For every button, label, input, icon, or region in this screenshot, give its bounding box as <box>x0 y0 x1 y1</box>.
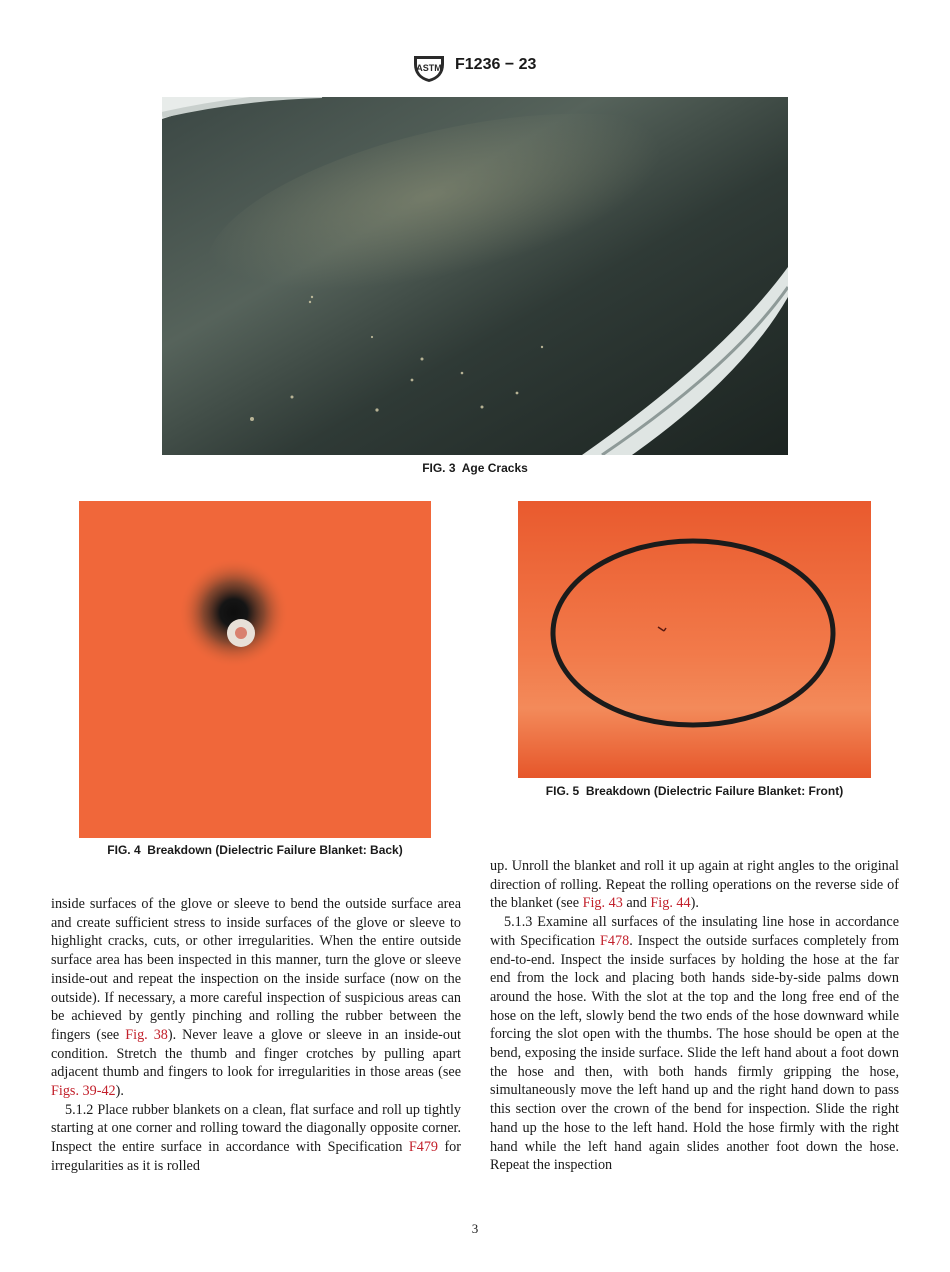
fig4-photo <box>79 501 431 838</box>
fig38-link[interactable]: Fig. 38 <box>125 1026 168 1043</box>
f478-link[interactable]: F478 <box>600 932 630 949</box>
fig5-caption: FIG. 5 Breakdown (Dielectric Failure Blanket: Front) <box>545 784 844 798</box>
page-header <box>0 50 950 86</box>
figs39-42-link[interactable]: Figs. 39-42 <box>51 1083 116 1100</box>
paragraph-5-1-3: 5.1.3 Examine all surfaces of the insulating line hose in accordance with Specification F478. Inspect the outside surfaces completely from end-to-end. Inspect the inside surfaces by holding the hose at the far end from the lock and placing both hands side-by-side palms down around the hose. With the slot at the top and the long free end of the hose on the left, slowly bend the two ends of the hose downward while forcing the slot open with the thumbs. The hose should be open at the bend, exposing the inside surface. Slide the left hand about a foot down the hose and then, with both hands firmly gripping the hose, simultaneously move the left hand up and the right hand down to pass this section over the crown of the bend for inspection. Slide the right hand up the hose to the left hand. Hold the hose firmly with the right hand while the left hand again slides another foot down the hose. Repeat the inspection <box>490 914 900 1174</box>
fig5-photo <box>518 501 871 778</box>
fig44-link[interactable]: Fig. 44 <box>650 895 691 912</box>
page-number: 3 <box>471 1221 479 1236</box>
paragraph-5-1-2: 5.1.2 Place rubber blankets on a clean, flat surface and roll up tightly starting at one corner and rolling toward the diagonally opposite corner. Inspect the entire surface in accordance with Specification F479 for irregularities as it is rolled <box>51 1101 461 1174</box>
svg-text:ASTM: ASTM <box>416 63 442 73</box>
fig3-photo <box>162 97 788 455</box>
astm-logo-icon <box>410 50 448 84</box>
f479-link[interactable]: F479 <box>408 1139 439 1156</box>
left-column <box>51 895 461 1176</box>
fig3-caption: FIG. 3 Age Cracks <box>422 461 528 475</box>
standard-number: F1236 − 23 <box>455 56 537 73</box>
fig4-caption: FIG. 4 Breakdown (Dielectric Failure Blanket: Back) <box>107 843 403 857</box>
fig43-link[interactable]: Fig. 43 <box>582 895 623 912</box>
right-column <box>490 857 899 1175</box>
paragraph: up. Unroll the blanket and roll it up again at right angles to the original direction of rolling. Repeat the rolling operations on the reverse side of the blanket (see Fig. 43 and Fig. 44). <box>490 858 899 912</box>
paragraph: inside surfaces of the glove or sleeve to bend the outside surface area and create sufficient stress to inside surfaces of the glove or sleeve to highlight cracks, cuts, or other irregularities. When the entire outside surface area has been inspected in this manner, turn the glove or sleeve inside-out and repeat the inspection on the inside surface (now on the outside). If necessary, a more careful inspection of suspicious areas can be achieved by gently pinching and rolling the rubber between the fingers (see Fig. 38). Never leave a glove or sleeve in an inside-out condition. Stretch the thumb and finger crotches by pulling apart adjacent thumb and fingers to look for irregularities in those areas (see Figs. 39-42). <box>51 896 461 1100</box>
